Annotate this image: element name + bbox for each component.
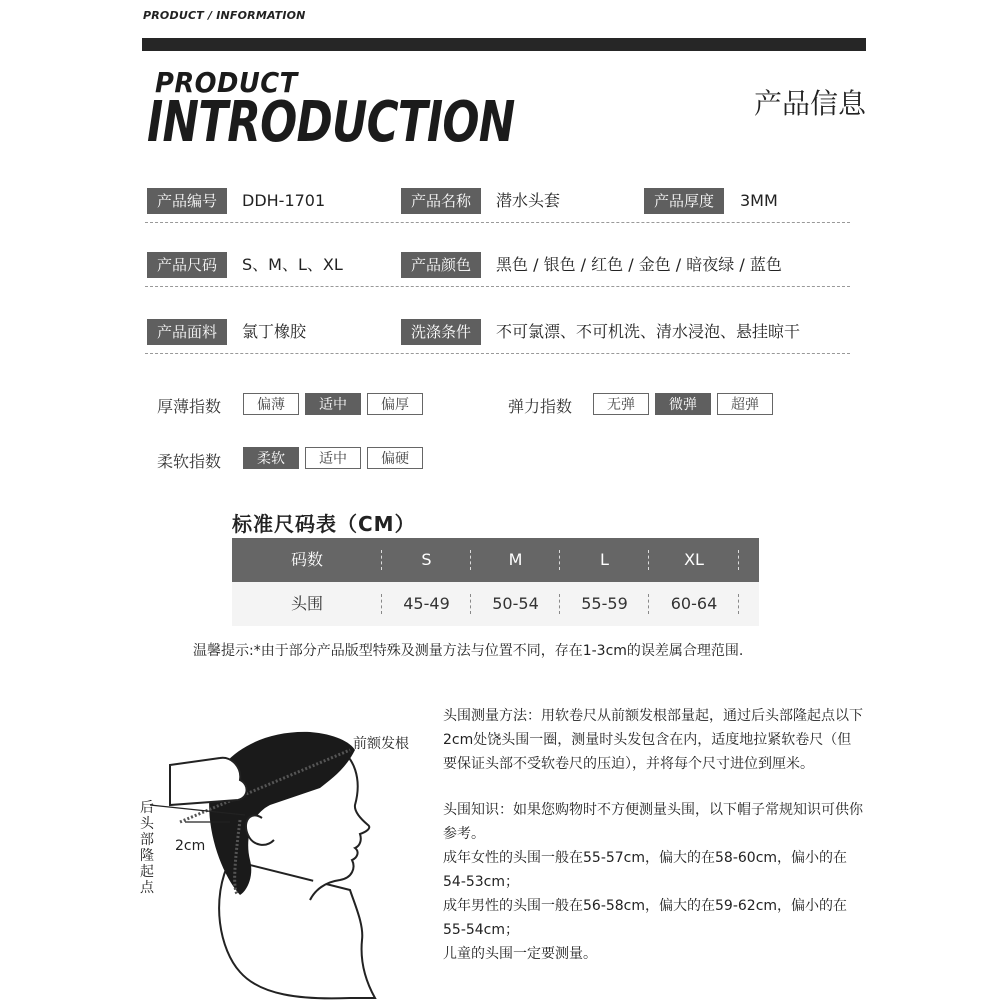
size-table: [232, 538, 759, 626]
index-label-elasticity: 弹力指数: [508, 397, 573, 416]
title-product: PRODUCT: [155, 66, 298, 99]
size-table-header-row: [232, 538, 759, 582]
measurement-instructions: [443, 704, 863, 966]
spec-row-2: [145, 246, 850, 287]
size-table-title: 标准尺码表（CM）: [232, 512, 416, 536]
spec-row-1: [145, 182, 850, 223]
index-softness-opt-0: 柔软: [243, 447, 299, 469]
spec-value-size: S、M、L、XL: [242, 255, 343, 274]
index-elasticity-opt-0: 无弹: [593, 393, 649, 415]
spec-label-code: 产品编号: [147, 188, 227, 214]
size-data-cell: 60-64: [649, 582, 739, 626]
method-paragraph: 头围测量方法：用软卷尺从前额发根部量起，通过后头部隆起点以下2cm处饶头围一圈，测量时头发包含在内，适度地拉紧软卷尺（但要保证头部不受软卷尺的压迫），并将每个尺寸进位到厘米。: [443, 708, 863, 772]
index-softness-opt-2: 偏硬: [367, 447, 423, 469]
size-header-cell: S: [382, 538, 471, 582]
size-header-cell: L: [560, 538, 649, 582]
size-header-cell: 码数: [232, 538, 382, 582]
spec-value-washing: 不可氯漂、不可机洗、清水浸泡、悬挂晾干: [496, 322, 801, 341]
index-label-softness: 柔软指数: [157, 452, 222, 471]
spec-value-color: 黑色 / 银色 / 红色 / 金色 / 暗夜绿 / 蓝色: [496, 255, 782, 274]
index-label-thickness: 厚薄指数: [157, 397, 222, 416]
size-data-cell: 50-54: [471, 582, 560, 626]
spec-value-material: 氯丁橡胶: [242, 322, 307, 341]
index-softness-opt-1: 适中: [305, 447, 361, 469]
spec-label-material: 产品面料: [147, 319, 227, 345]
index-elasticity-opt-1: 微弹: [655, 393, 711, 415]
spec-value-thickness: 3MM: [740, 191, 778, 210]
knowledge-paragraph: 头围知识：如果您购物时不方便测量头围，以下帽子常规知识可供你参考。: [443, 802, 863, 842]
index-thickness-opt-2: 偏厚: [367, 393, 423, 415]
label-front-hairline: 前额发根: [353, 736, 409, 752]
header-bar: [142, 38, 866, 51]
head-measurement-illustration: [150, 710, 450, 1000]
spec-label-thickness: 产品厚度: [644, 188, 724, 214]
index-elasticity-opt-2: 超弹: [717, 393, 773, 415]
label-occipital-point: 后头部隆起点: [140, 800, 154, 896]
spec-label-name: 产品名称: [401, 188, 481, 214]
tolerance-note: 温馨提示:*由于部分产品版型特殊及测量方法与位置不同，存在1-3cm的误差属合理范围.: [193, 643, 744, 659]
title-introduction: INTRODUCTION: [147, 90, 515, 155]
spec-label-color: 产品颜色: [401, 252, 481, 278]
spec-label-washing: 洗涤条件: [401, 319, 481, 345]
index-thickness-opt-1: 适中: [305, 393, 361, 415]
size-header-cell: XL: [649, 538, 739, 582]
spec-label-size: 产品尺码: [147, 252, 227, 278]
female-size-paragraph: 成年女性的头围一般在55-57cm，偏大的在58-60cm，偏小的在54-53cm；: [443, 850, 848, 890]
title-chinese: 产品信息: [753, 87, 866, 120]
size-data-cell: 头围: [232, 582, 382, 626]
spec-value-code: DDH-1701: [242, 191, 326, 210]
size-table-data-row: [232, 582, 759, 626]
spec-row-3: [145, 313, 850, 354]
size-data-cell: 45-49: [382, 582, 471, 626]
section-tag: PRODUCT / INFORMATION: [143, 9, 306, 22]
children-paragraph: 儿童的头围一定要测量。: [443, 946, 597, 962]
label-2cm-offset: 2cm: [175, 838, 206, 854]
size-header-cell: M: [471, 538, 560, 582]
size-data-cell: 55-59: [560, 582, 649, 626]
male-size-paragraph: 成年男性的头围一般在56-58cm，偏大的在59-62cm，偏小的在55-54cm；: [443, 898, 848, 938]
index-thickness-opt-0: 偏薄: [243, 393, 299, 415]
spec-value-name: 潜水头套: [496, 191, 561, 210]
